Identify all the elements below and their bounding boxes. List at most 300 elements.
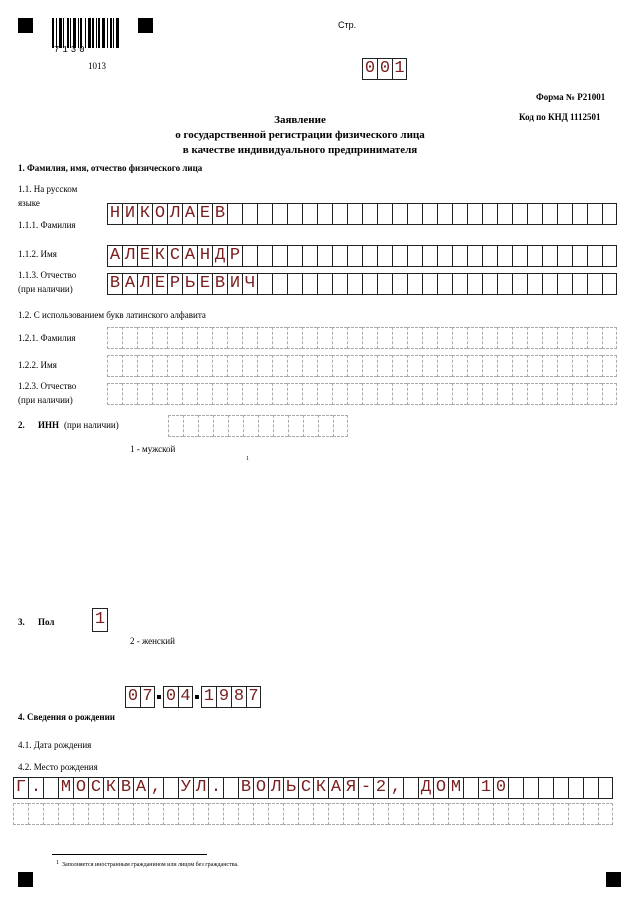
birth-place-cell-line2 [178, 803, 193, 825]
latin-surname-cell [392, 327, 407, 349]
latin-patronymic-cell [437, 383, 452, 405]
name-cell [587, 245, 602, 267]
surname-cell [512, 203, 527, 225]
latin-name-cell [347, 355, 362, 377]
corner-marker-top-left [18, 18, 33, 33]
latin-patronymic-cell [272, 383, 287, 405]
latin-surname-cell [542, 327, 557, 349]
latin-name-cell [392, 355, 407, 377]
patronymic-cell [587, 273, 602, 295]
inn-cell [228, 415, 243, 437]
latin-name-cell [437, 355, 452, 377]
latin-name-cell [422, 355, 437, 377]
form-code-1013: 1013 [88, 61, 106, 71]
latin-surname-cell [167, 327, 182, 349]
latin-name-cell [362, 355, 377, 377]
surname-cell [302, 203, 317, 225]
name-label: 1.1.2. Имя [18, 249, 57, 259]
surname-cell: А [182, 203, 197, 225]
inn-cell [213, 415, 228, 437]
birth-month-cell: 4 [178, 686, 193, 708]
latin-patronymic-label-line1: 1.2.3. Отчество [18, 381, 77, 391]
name-cell [467, 245, 482, 267]
latin-name-cell [542, 355, 557, 377]
birth-place-cell-line2 [73, 803, 88, 825]
surname-cell [272, 203, 287, 225]
patronymic-label-line2: (при наличии) [18, 284, 73, 294]
birth-place-cell-line2 [568, 803, 583, 825]
surname-cell [602, 203, 617, 225]
birth-place-cell-line2 [208, 803, 223, 825]
surname-cell: Н [107, 203, 122, 225]
birth-place-cell: В [238, 777, 253, 799]
birth-place-cell: М [58, 777, 73, 799]
gender-option-female: 2 - женский [130, 636, 175, 646]
latin-surname-cell [467, 327, 482, 349]
birth-place-cell: С [298, 777, 313, 799]
birth-place-cell-line2 [58, 803, 73, 825]
birth-place-cell-line2 [553, 803, 568, 825]
name-cell [512, 245, 527, 267]
birth-place-cell: А [133, 777, 148, 799]
latin-surname-cell [227, 327, 242, 349]
birth-place-cell-line2 [478, 803, 493, 825]
inn-number: 2. [18, 420, 25, 430]
name-cell: К [152, 245, 167, 267]
birth-place-cell-line2 [28, 803, 43, 825]
surname-cell [527, 203, 542, 225]
document-title-line3: в качестве индивидуального предпринимателя [182, 144, 418, 156]
birth-place-cell-line2 [598, 803, 613, 825]
birth-place-cell: Л [193, 777, 208, 799]
birth-date-field[interactable] [125, 686, 261, 708]
latin-patronymic-cell [197, 383, 212, 405]
birth-place-cell-line2 [463, 803, 478, 825]
patronymic-cell: Ь [182, 273, 197, 295]
birth-day-cell: 7 [140, 686, 155, 708]
patronymic-cell [302, 273, 317, 295]
patronymic-cell [512, 273, 527, 295]
surname-label: 1.1.1. Фамилия [18, 220, 76, 230]
latin-surname-cell [512, 327, 527, 349]
latin-surname-cell [197, 327, 212, 349]
birth-place-cell-line2 [403, 803, 418, 825]
birth-place-cell-line2 [88, 803, 103, 825]
surname-cell [422, 203, 437, 225]
latin-name-cell [527, 355, 542, 377]
latin-name-cell [257, 355, 272, 377]
patronymic-cell [542, 273, 557, 295]
birth-place-cell: 1 [478, 777, 493, 799]
footnote-marker: 1 [56, 860, 59, 866]
birth-place-cell: О [253, 777, 268, 799]
birth-place-cell-line2 [193, 803, 208, 825]
patronymic-cell [287, 273, 302, 295]
surname-field[interactable] [107, 203, 617, 225]
latin-patronymic-cell [287, 383, 302, 405]
latin-surname-cell [317, 327, 332, 349]
patronymic-cell [392, 273, 407, 295]
latin-name-cell [602, 355, 617, 377]
birth-place-cell: , [148, 777, 163, 799]
latin-name-cell [452, 355, 467, 377]
name-cell: А [107, 245, 122, 267]
latin-patronymic-cell [167, 383, 182, 405]
birth-month-cell: 0 [163, 686, 178, 708]
latin-patronymic-cell [392, 383, 407, 405]
birth-place-cell [508, 777, 523, 799]
patronymic-cell: Р [167, 273, 182, 295]
surname-cell [437, 203, 452, 225]
latin-surname-cell [272, 327, 287, 349]
surname-cell [497, 203, 512, 225]
birth-place-cell [463, 777, 478, 799]
latin-surname-cell [107, 327, 122, 349]
latin-name-cell [182, 355, 197, 377]
patronymic-cell: И [227, 273, 242, 295]
page-number-cell: 0 [362, 58, 377, 80]
latin-surname-cell [452, 327, 467, 349]
surname-cell [407, 203, 422, 225]
russian-label-line2: языке [18, 198, 40, 208]
latin-name-field[interactable] [107, 355, 617, 377]
birth-place-cell-line2 [583, 803, 598, 825]
patronymic-cell [572, 273, 587, 295]
birth-year-cell: 9 [216, 686, 231, 708]
birth-place-cell: А [328, 777, 343, 799]
latin-patronymic-cell [512, 383, 527, 405]
latin-surname-cell [287, 327, 302, 349]
latin-name-cell [272, 355, 287, 377]
patronymic-cell [557, 273, 572, 295]
latin-patronymic-cell [377, 383, 392, 405]
latin-surname-cell [557, 327, 572, 349]
corner-marker-bottom-left [18, 872, 33, 887]
name-cell [542, 245, 557, 267]
birth-place-cell [403, 777, 418, 799]
patronymic-cell [422, 273, 437, 295]
patronymic-cell [602, 273, 617, 295]
latin-name-cell [152, 355, 167, 377]
inn-label: ИНН [38, 420, 60, 430]
barcode-number: 7130 [54, 45, 88, 55]
inn-cell [168, 415, 183, 437]
latin-surname-cell [242, 327, 257, 349]
patronymic-field[interactable] [107, 273, 617, 295]
latin-name-label: 1.2.2. Имя [18, 360, 57, 370]
birth-place-cell-line2 [508, 803, 523, 825]
latin-patronymic-cell [527, 383, 542, 405]
birth-place-cell-line2 [43, 803, 58, 825]
latin-patronymic-cell [107, 383, 122, 405]
birth-year-cell: 1 [201, 686, 216, 708]
name-cell [362, 245, 377, 267]
surname-cell [242, 203, 257, 225]
name-cell [272, 245, 287, 267]
birth-place-cell-line2 [328, 803, 343, 825]
name-cell [347, 245, 362, 267]
latin-surname-cell [482, 327, 497, 349]
latin-patronymic-cell [182, 383, 197, 405]
birth-day-cell: 0 [125, 686, 140, 708]
latin-patronymic-cell [602, 383, 617, 405]
patronymic-cell [437, 273, 452, 295]
birth-place-field[interactable] [13, 777, 613, 799]
birth-place-label: 4.2. Место рождения [18, 762, 98, 772]
latin-surname-cell [602, 327, 617, 349]
page-number-cell: 1 [392, 58, 407, 80]
surname-cell: К [137, 203, 152, 225]
patronymic-cell: В [107, 273, 122, 295]
surname-cell: И [122, 203, 137, 225]
birth-place-cell-line2 [418, 803, 433, 825]
birth-place-cell-line2 [343, 803, 358, 825]
patronymic-cell: Е [152, 273, 167, 295]
latin-patronymic-cell [587, 383, 602, 405]
patronymic-cell [407, 273, 422, 295]
latin-surname-cell [302, 327, 317, 349]
latin-name-cell [107, 355, 122, 377]
inn-cell [183, 415, 198, 437]
birth-place-cell-line2 [358, 803, 373, 825]
latin-name-cell [407, 355, 422, 377]
birth-year-cell: 7 [246, 686, 261, 708]
surname-cell [542, 203, 557, 225]
surname-cell: В [212, 203, 227, 225]
latin-name-cell [332, 355, 347, 377]
inn-cell [243, 415, 258, 437]
birth-place-cell [583, 777, 598, 799]
surname-cell [227, 203, 242, 225]
page-number-field[interactable] [362, 58, 407, 80]
name-cell: Н [197, 245, 212, 267]
latin-patronymic-cell [572, 383, 587, 405]
birth-place-cell [43, 777, 58, 799]
latin-name-cell [467, 355, 482, 377]
latin-name-cell [572, 355, 587, 377]
latin-patronymic-cell [452, 383, 467, 405]
latin-surname-cell [347, 327, 362, 349]
birth-place-cell: У [178, 777, 193, 799]
latin-name-cell [512, 355, 527, 377]
latin-surname-cell [332, 327, 347, 349]
surname-cell [452, 203, 467, 225]
latin-name-cell [302, 355, 317, 377]
birth-place-cell-line2 [523, 803, 538, 825]
latin-patronymic-field[interactable] [107, 383, 617, 405]
name-cell: Д [212, 245, 227, 267]
patronymic-cell: В [212, 273, 227, 295]
latin-patronymic-cell [497, 383, 512, 405]
birth-place-cell: Д [418, 777, 433, 799]
latin-surname-cell [437, 327, 452, 349]
birth-place-cell-line2 [493, 803, 508, 825]
patronymic-cell: Ч [242, 273, 257, 295]
gender-label: Пол [38, 617, 55, 627]
name-cell [332, 245, 347, 267]
latin-surname-cell [122, 327, 137, 349]
name-cell [257, 245, 272, 267]
name-cell [302, 245, 317, 267]
name-cell [287, 245, 302, 267]
latin-name-cell [212, 355, 227, 377]
latin-name-cell [377, 355, 392, 377]
birth-place-cell-line2 [388, 803, 403, 825]
birth-place-cell-line2 [148, 803, 163, 825]
name-cell [392, 245, 407, 267]
form-number: Форма № Р21001 [536, 92, 606, 102]
birth-place-cell-line2 [268, 803, 283, 825]
corner-marker-top-right [138, 18, 153, 33]
birth-place-cell: 2 [373, 777, 388, 799]
name-cell: С [167, 245, 182, 267]
latin-patronymic-cell [482, 383, 497, 405]
latin-name-cell [197, 355, 212, 377]
birth-heading: 4. Сведения о рождении [18, 712, 115, 722]
latin-patronymic-cell [347, 383, 362, 405]
latin-surname-cell [137, 327, 152, 349]
birth-place-cell [223, 777, 238, 799]
latin-patronymic-cell [227, 383, 242, 405]
latin-patronymic-cell [467, 383, 482, 405]
birth-place-cell: О [73, 777, 88, 799]
birth-place-cell [163, 777, 178, 799]
surname-cell: Л [167, 203, 182, 225]
birth-place-cell: К [103, 777, 118, 799]
patronymic-cell [527, 273, 542, 295]
name-cell [422, 245, 437, 267]
inn-cell [273, 415, 288, 437]
latin-name-cell [167, 355, 182, 377]
latin-patronymic-label-line2: (при наличии) [18, 395, 73, 405]
name-cell [242, 245, 257, 267]
birth-place-cell: Ь [283, 777, 298, 799]
name-cell: Л [122, 245, 137, 267]
latin-patronymic-cell [557, 383, 572, 405]
patronymic-label-line1: 1.1.3. Отчество [18, 270, 77, 280]
footnote-text: Заполняется иностранным гражданином или лицом без гражданства. [62, 862, 239, 868]
patronymic-cell [332, 273, 347, 295]
latin-patronymic-cell [152, 383, 167, 405]
birth-place-cell-line2 [373, 803, 388, 825]
surname-cell [392, 203, 407, 225]
birth-place-cell-line2 [163, 803, 178, 825]
birth-date-label: 4.1. Дата рождения [18, 740, 92, 750]
birth-place-cell: . [208, 777, 223, 799]
surname-cell: Е [197, 203, 212, 225]
footnote-divider [52, 854, 207, 855]
birth-place-cell-line2 [433, 803, 448, 825]
inn-cell [198, 415, 213, 437]
section1-heading: 1. Фамилия, имя, отчество физического лица [18, 163, 203, 173]
birth-place-cell [568, 777, 583, 799]
patronymic-cell: Е [197, 273, 212, 295]
patronymic-cell [377, 273, 392, 295]
gender-field[interactable]: 1 [92, 608, 108, 632]
inn-field[interactable] [168, 415, 348, 437]
birth-place-cell: В [118, 777, 133, 799]
birth-place-cell [523, 777, 538, 799]
latin-surname-cell [212, 327, 227, 349]
birth-place-cell-line2 [538, 803, 553, 825]
patronymic-cell: А [122, 273, 137, 295]
birth-place-cell-line2 [103, 803, 118, 825]
knd-code: Код по КНД 1112501 [519, 112, 601, 122]
birth-place-cell: , [388, 777, 403, 799]
inn-cell [303, 415, 318, 437]
latin-name-cell [497, 355, 512, 377]
latin-surname-cell [152, 327, 167, 349]
birth-place-cell: 0 [493, 777, 508, 799]
birth-place-cell-line2 [133, 803, 148, 825]
birth-place-cell: - [358, 777, 373, 799]
latin-surname-field[interactable] [107, 327, 617, 349]
latin-patronymic-cell [332, 383, 347, 405]
birth-place-cell-line2 [238, 803, 253, 825]
inn-cell [333, 415, 348, 437]
latin-surname-cell [362, 327, 377, 349]
birth-place-cell: М [448, 777, 463, 799]
surname-cell [557, 203, 572, 225]
latin-patronymic-cell [317, 383, 332, 405]
birth-place-cell-line2 [313, 803, 328, 825]
surname-cell: О [152, 203, 167, 225]
name-cell [407, 245, 422, 267]
name-cell [482, 245, 497, 267]
surname-cell [317, 203, 332, 225]
document-title-line1: Заявление [274, 114, 326, 126]
name-field[interactable] [107, 245, 617, 267]
birth-place-cell-line2 [223, 803, 238, 825]
name-cell [437, 245, 452, 267]
latin-patronymic-cell [302, 383, 317, 405]
surname-cell [587, 203, 602, 225]
surname-cell [572, 203, 587, 225]
page-label: Стр. [338, 20, 357, 30]
barcode [52, 18, 125, 48]
latin-surname-cell [257, 327, 272, 349]
latin-surname-cell [527, 327, 542, 349]
patronymic-cell [482, 273, 497, 295]
russian-label-line1: 1.1. На русском [18, 184, 78, 194]
latin-patronymic-cell [257, 383, 272, 405]
name-cell [527, 245, 542, 267]
latin-surname-cell [587, 327, 602, 349]
inn-cell [288, 415, 303, 437]
latin-name-cell [242, 355, 257, 377]
birth-place-field-line2[interactable] [13, 803, 613, 825]
surname-cell [347, 203, 362, 225]
patronymic-cell: Л [137, 273, 152, 295]
birth-place-cell: Л [268, 777, 283, 799]
patronymic-cell [452, 273, 467, 295]
birth-place-cell: К [313, 777, 328, 799]
latin-name-cell [122, 355, 137, 377]
birth-place-cell: С [88, 777, 103, 799]
surname-cell [362, 203, 377, 225]
birth-place-cell-line2 [13, 803, 28, 825]
birth-place-cell [538, 777, 553, 799]
birth-year-cell: 8 [231, 686, 246, 708]
name-cell [452, 245, 467, 267]
name-cell [557, 245, 572, 267]
latin-surname-cell [497, 327, 512, 349]
birth-place-cell-line2 [298, 803, 313, 825]
name-cell [317, 245, 332, 267]
birth-place-cell: Я [343, 777, 358, 799]
latin-name-cell [287, 355, 302, 377]
patronymic-cell [272, 273, 287, 295]
